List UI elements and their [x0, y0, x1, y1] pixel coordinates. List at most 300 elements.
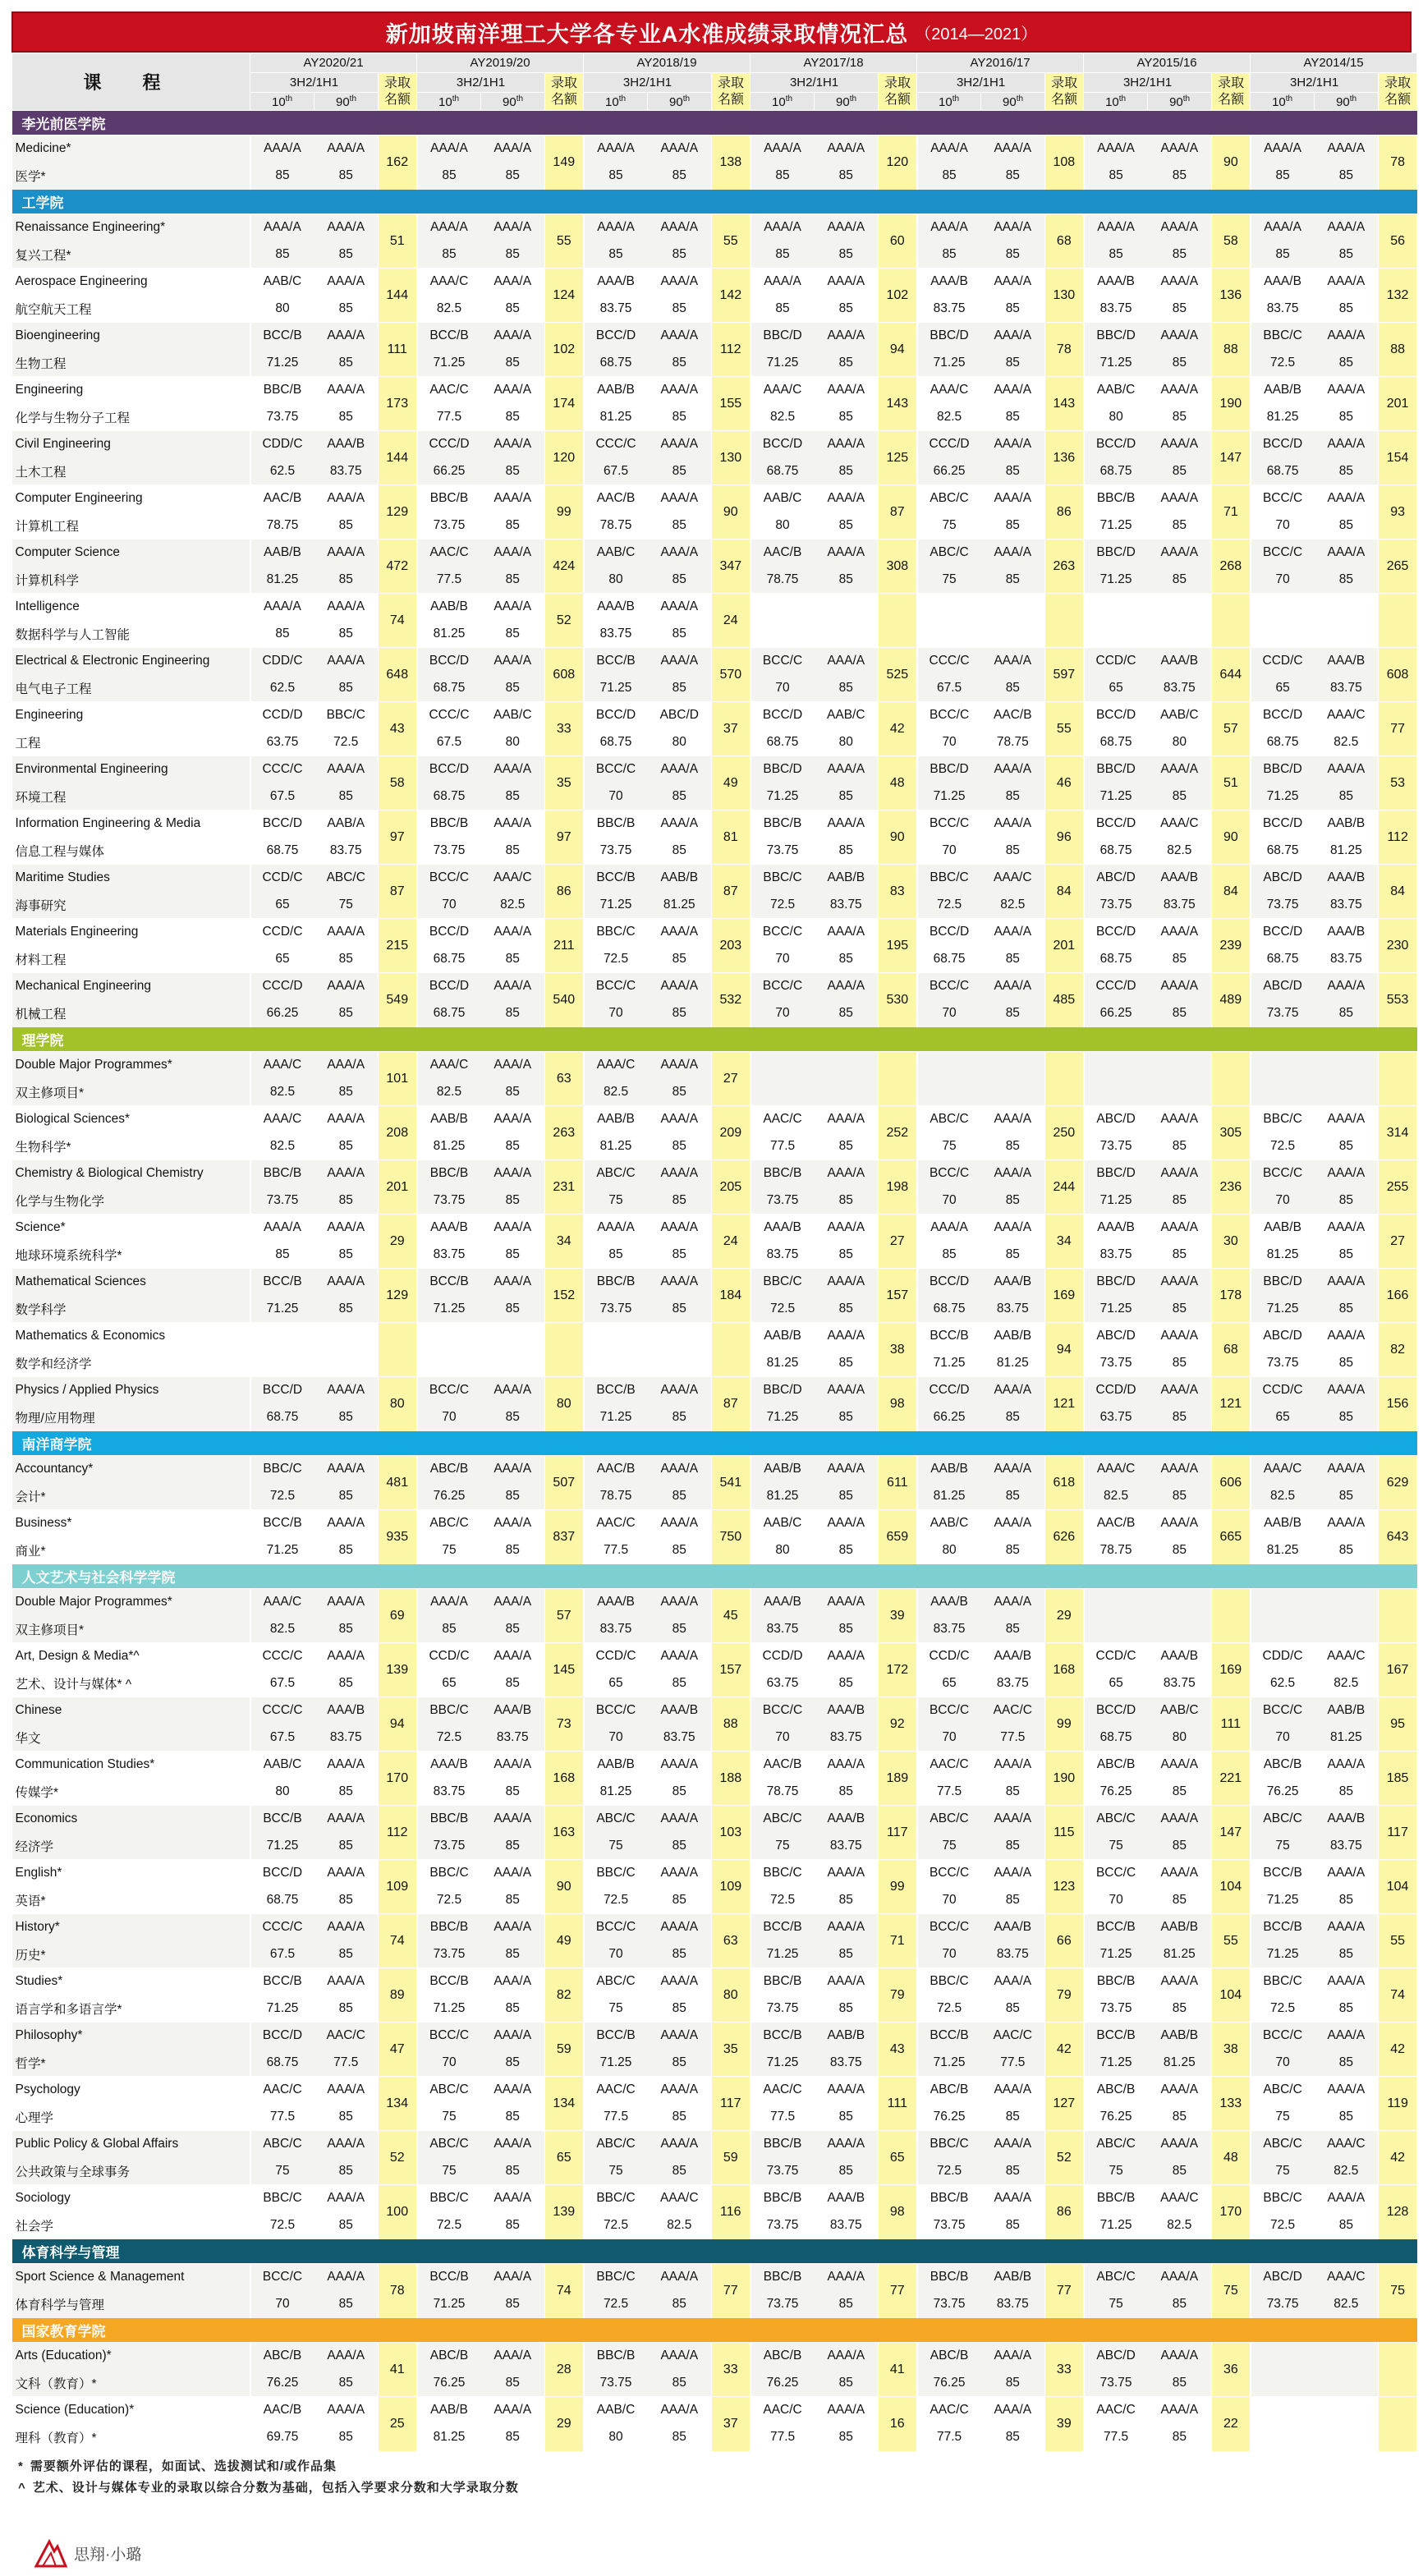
grade-90th: AAC/C — [981, 1697, 1045, 1724]
grade-90th: AAA/A — [648, 1215, 712, 1242]
seats-value: 138 — [712, 135, 751, 190]
grade-10th: AAA/A — [584, 214, 648, 241]
score-10th: 71.25 — [417, 350, 481, 377]
grade-10th: BCC/D — [1251, 702, 1315, 729]
seats-value: 626 — [1045, 1510, 1084, 1564]
score-90th: 85 — [1315, 1537, 1379, 1564]
score-90th — [1315, 1616, 1379, 1643]
score-90th: 85 — [1148, 567, 1212, 594]
score-10th: 83.75 — [1251, 296, 1315, 323]
score-90th: 85 — [481, 404, 545, 431]
grade-90th: AAA/A — [1315, 431, 1379, 458]
score-10th: 71.25 — [584, 1404, 648, 1431]
score-90th: 83.75 — [981, 1670, 1045, 1697]
grade-90th: AAA/A — [648, 1510, 712, 1537]
grade-90th: AAA/A — [1315, 1968, 1379, 1995]
grade-90th: AAA/A — [481, 431, 545, 458]
score-90th: 85 — [648, 2104, 712, 2131]
score-10th: 72.5 — [250, 1483, 314, 1510]
grade-90th: AAA/B — [1148, 1643, 1212, 1670]
seats-value: 99 — [545, 485, 584, 540]
score-10th: 73.75 — [417, 1941, 481, 1968]
seats-value: 63 — [712, 1914, 751, 1968]
score-10th: 70 — [1251, 1187, 1315, 1215]
course-name-cn: 地球环境系统科学* — [12, 1242, 250, 1269]
seats-header: 录取 名额 — [1212, 73, 1251, 111]
grade-10th: AAB/B — [751, 1456, 815, 1483]
grade-90th: AAA/A — [981, 2077, 1045, 2104]
seats-value: 38 — [1212, 2023, 1251, 2077]
grade-90th: AAA/A — [481, 485, 545, 512]
grade-10th: CCD/C — [917, 1643, 981, 1670]
score-10th — [751, 1079, 815, 1106]
score-90th: 85 — [815, 404, 879, 431]
course-name-en: Sociology — [12, 2185, 250, 2212]
seats-value: 66 — [1045, 1914, 1084, 1968]
seats-header: 录取 名额 — [879, 73, 917, 111]
course-name-cn: 双主修项目* — [12, 1616, 250, 1643]
grade-header: 3H2/1H1 — [751, 73, 879, 93]
score-10th: 71.25 — [1084, 1941, 1148, 1968]
score-90th: 85 — [815, 946, 879, 973]
grade-90th: AAA/A — [815, 1215, 879, 1242]
seats-value: 34 — [1045, 1215, 1084, 1269]
grade-90th — [481, 1323, 545, 1350]
seats-value: 99 — [879, 1860, 917, 1914]
grade-90th: AAA/C — [1315, 1643, 1379, 1670]
grade-10th: BBC/C — [250, 1456, 314, 1483]
grade-90th: AAB/B — [815, 2023, 879, 2050]
score-10th: 81.25 — [417, 2424, 481, 2451]
score-10th: 65 — [584, 1670, 648, 1697]
grade-10th: AAB/C — [917, 1510, 981, 1537]
seats-value: 79 — [879, 1968, 917, 2023]
score-90th: 85 — [481, 2212, 545, 2239]
grade-90th: AAA/A — [1148, 2397, 1212, 2424]
grade-90th: AAA/A — [1315, 1269, 1379, 1296]
score-10th: 85 — [250, 1242, 314, 1269]
score-10th: 80 — [751, 512, 815, 540]
seats-value: 87 — [379, 865, 417, 919]
seats-value: 157 — [879, 1269, 917, 1323]
course-name-en: Computer Engineering — [12, 485, 250, 512]
score-10th: 63.75 — [250, 729, 314, 756]
seats-value: 51 — [379, 214, 417, 269]
score-90th: 77.5 — [314, 2050, 379, 2077]
score-90th: 85 — [1315, 404, 1379, 431]
seats-value: 48 — [879, 756, 917, 810]
score-10th: 68.75 — [250, 838, 314, 865]
table-row — [12, 431, 1417, 458]
grade-90th: AAA/A — [981, 2185, 1045, 2212]
grade-90th: AAA/A — [314, 1589, 379, 1616]
course-name-cn: 计算机科学 — [12, 567, 250, 594]
seats-value: 99 — [1045, 1697, 1084, 1752]
grade-10th: BCC/D — [1084, 702, 1148, 729]
score-10th: 68.75 — [1251, 838, 1315, 865]
score-10th: 78.75 — [584, 1483, 648, 1510]
score-90th — [1148, 1079, 1212, 1106]
score-90th — [481, 1350, 545, 1377]
score-10th: 85 — [250, 241, 314, 269]
score-90th: 85 — [648, 241, 712, 269]
grade-10th: BCC/D — [417, 973, 481, 1000]
seats-value: 24 — [712, 1215, 751, 1269]
grade-90th: AAA/B — [1315, 648, 1379, 675]
seats-value: 86 — [545, 865, 584, 919]
grade-10th: CDD/C — [1251, 1643, 1315, 1670]
percentile-header: 10th — [1084, 93, 1148, 111]
seats-value: 75 — [1212, 2264, 1251, 2318]
grade-10th: AAB/B — [417, 594, 481, 621]
table-row — [12, 648, 1417, 675]
grade-90th: AAA/A — [314, 1643, 379, 1670]
grade-90th: AAA/A — [481, 377, 545, 404]
score-10th: 73.75 — [751, 1995, 815, 2023]
table-row — [12, 973, 1417, 1000]
course-name-en: Biological Sciences* — [12, 1106, 250, 1133]
score-90th: 85 — [314, 1670, 379, 1697]
grade-90th: AAA/A — [815, 810, 879, 838]
score-90th: 85 — [481, 512, 545, 540]
score-10th: 85 — [751, 163, 815, 190]
score-10th: 82.5 — [917, 404, 981, 431]
score-90th: 85 — [1315, 2104, 1379, 2131]
score-90th — [1148, 621, 1212, 648]
score-10th: 77.5 — [250, 2104, 314, 2131]
seats-value: 58 — [1212, 214, 1251, 269]
seats-value: 90 — [1212, 135, 1251, 190]
grade-90th: AAA/A — [981, 756, 1045, 783]
score-10th: 71.25 — [1084, 783, 1148, 810]
score-90th: 85 — [481, 946, 545, 973]
table-row — [12, 1510, 1417, 1537]
section-name: 工学院 — [12, 190, 1417, 214]
score-10th: 77.5 — [751, 1133, 815, 1160]
seats-value: 75 — [1379, 2264, 1417, 2318]
score-90th: 83.75 — [314, 1724, 379, 1752]
score-90th: 85 — [981, 296, 1045, 323]
grade-10th: BBC/B — [751, 2185, 815, 2212]
score-10th: 73.75 — [751, 838, 815, 865]
grade-10th: AAC/B — [584, 1456, 648, 1483]
seats-value: 96 — [1045, 810, 1084, 865]
score-10th — [1251, 1079, 1315, 1106]
score-10th — [417, 1350, 481, 1377]
score-10th — [1251, 2424, 1315, 2451]
grade-90th — [1315, 1052, 1379, 1079]
score-90th — [1148, 1616, 1212, 1643]
seats-value: 117 — [712, 2077, 751, 2131]
grade-90th — [815, 1052, 879, 1079]
score-10th: 85 — [584, 241, 648, 269]
score-10th: 68.75 — [1251, 729, 1315, 756]
score-10th: 70 — [917, 1887, 981, 1914]
grade-10th: AAC/C — [917, 2397, 981, 2424]
score-90th: 85 — [648, 1995, 712, 2023]
score-10th: 70 — [917, 729, 981, 756]
seats-value: 170 — [1212, 2185, 1251, 2239]
grade-90th: AAA/A — [481, 1914, 545, 1941]
score-10th: 80 — [250, 1779, 314, 1806]
grade-90th: AAA/A — [481, 1860, 545, 1887]
score-10th: 77.5 — [584, 2104, 648, 2131]
score-10th: 68.75 — [250, 2050, 314, 2077]
grade-90th: AAA/A — [481, 1052, 545, 1079]
score-90th: 85 — [648, 2050, 712, 2077]
course-name-en: Intelligence — [12, 594, 250, 621]
seats-value: 156 — [1379, 1377, 1417, 1431]
score-90th: 85 — [815, 512, 879, 540]
grade-90th: AAA/A — [815, 919, 879, 946]
score-90th: 85 — [815, 838, 879, 865]
grade-10th — [1251, 2343, 1315, 2370]
grade-10th: BBC/D — [1084, 1269, 1148, 1296]
seats-value: 94 — [1045, 1323, 1084, 1377]
grade-90th: AAA/A — [815, 1456, 879, 1483]
score-10th: 73.75 — [1084, 892, 1148, 919]
score-10th: 82.5 — [417, 1079, 481, 1106]
year-header: AY2020/21 — [250, 53, 417, 73]
page — [11, 11, 1412, 2565]
score-90th: 85 — [481, 1483, 545, 1510]
course-name-cn: 材料工程 — [12, 946, 250, 973]
seats-value: 117 — [1379, 1806, 1417, 1860]
score-90th: 85 — [1148, 404, 1212, 431]
score-90th: 85 — [815, 1537, 879, 1564]
seats-value: 27 — [1379, 1215, 1417, 1269]
grade-90th: AAB/B — [648, 865, 712, 892]
score-90th: 85 — [481, 838, 545, 865]
grade-90th: AAB/B — [1315, 810, 1379, 838]
grade-90th: AAA/A — [981, 2131, 1045, 2158]
grade-90th: AAA/A — [1148, 2077, 1212, 2104]
seats-value: 94 — [379, 1697, 417, 1752]
seats-value: 94 — [879, 323, 917, 377]
score-10th: 78.75 — [250, 512, 314, 540]
seats-value: 77 — [1045, 2264, 1084, 2318]
section-header — [12, 1564, 1417, 1589]
grade-90th: AAA/A — [1148, 431, 1212, 458]
seats-value: 263 — [545, 1106, 584, 1160]
grade-10th: CCD/C — [250, 919, 314, 946]
grade-10th: AAB/B — [584, 377, 648, 404]
score-10th: 83.75 — [1084, 1242, 1148, 1269]
score-10th: 81.25 — [917, 1483, 981, 1510]
grade-90th: AAA/A — [648, 1589, 712, 1616]
score-10th: 72.5 — [584, 2291, 648, 2318]
seats-value: 57 — [545, 1589, 584, 1643]
grade-10th: CCD/C — [1251, 648, 1315, 675]
grade-10th: BBC/D — [751, 756, 815, 783]
brand-name: 思翔·小璐 — [74, 2546, 142, 2564]
seats-value: 178 — [1212, 1269, 1251, 1323]
course-name-en: Public Policy & Global Affairs — [12, 2131, 250, 2158]
score-90th: 85 — [481, 1537, 545, 1564]
score-90th: 82.5 — [981, 892, 1045, 919]
score-90th: 85 — [981, 350, 1045, 377]
grade-10th: BBC/B — [417, 1160, 481, 1187]
score-10th: 78.75 — [584, 512, 648, 540]
seats-value: 525 — [879, 648, 917, 702]
course-name-cn: 复兴工程* — [12, 241, 250, 269]
score-10th: 66.25 — [417, 458, 481, 485]
seats-value: 25 — [379, 2397, 417, 2451]
score-10th: 83.75 — [1084, 296, 1148, 323]
score-10th: 75 — [417, 2158, 481, 2185]
grade-90th: AAA/A — [1315, 269, 1379, 296]
grade-90th: AAA/A — [1148, 1323, 1212, 1350]
grade-90th — [1315, 594, 1379, 621]
score-90th: 83.75 — [648, 1724, 712, 1752]
grade-10th: ABC/D — [1251, 865, 1315, 892]
course-name-cn: 生物科学* — [12, 1133, 250, 1160]
grade-10th: BCC/B — [417, 2264, 481, 2291]
seats-value: 78 — [1045, 323, 1084, 377]
section-name: 体育科学与管理 — [12, 2239, 1417, 2264]
course-name-cn: 艺术、设计与媒体* ^ — [12, 1670, 250, 1697]
score-10th: 73.75 — [417, 838, 481, 865]
admission-table — [11, 53, 1417, 2451]
seats-value: 102 — [545, 323, 584, 377]
seats-value — [1379, 1589, 1417, 1643]
score-90th: 85 — [314, 675, 379, 702]
grade-10th: BCC/B — [1251, 1860, 1315, 1887]
score-90th: 83.75 — [981, 2291, 1045, 2318]
seats-value: 80 — [379, 1377, 417, 1431]
grade-90th: AAA/A — [815, 135, 879, 163]
title-text: 新加坡南洋理工大学各专业A水准成绩录取情况汇总 — [385, 21, 909, 47]
grade-90th: AAB/C — [815, 702, 879, 729]
grade-90th: AAA/A — [815, 1752, 879, 1779]
seats-value: 78 — [1379, 135, 1417, 190]
grade-10th: BCC/D — [917, 1269, 981, 1296]
grade-90th: AAA/A — [648, 1752, 712, 1779]
score-10th: 71.25 — [1084, 1296, 1148, 1323]
grade-10th: AAC/B — [584, 485, 648, 512]
seats-value: 58 — [379, 756, 417, 810]
score-90th: 85 — [1315, 241, 1379, 269]
score-10th: 83.75 — [917, 296, 981, 323]
seats-value: 55 — [1045, 702, 1084, 756]
score-10th: 75 — [584, 2158, 648, 2185]
score-10th — [1251, 2370, 1315, 2397]
seats-value: 16 — [879, 2397, 917, 2451]
percentile-header: 10th — [584, 93, 648, 111]
course-name-en: Art, Design & Media*^ — [12, 1643, 250, 1670]
score-90th: 85 — [1315, 1404, 1379, 1431]
seats-value: 147 — [1212, 1806, 1251, 1860]
seats-value: 78 — [379, 2264, 417, 2318]
score-10th: 72.5 — [917, 892, 981, 919]
score-90th: 85 — [981, 163, 1045, 190]
seats-value: 74 — [545, 2264, 584, 2318]
grade-10th: AAA/A — [1251, 214, 1315, 241]
grade-10th: BBC/B — [751, 2264, 815, 2291]
seats-value: 88 — [1379, 323, 1417, 377]
section-name: 李光前医学院 — [12, 111, 1417, 135]
grade-90th: AAA/B — [981, 1914, 1045, 1941]
score-90th: 85 — [1148, 350, 1212, 377]
score-90th: 85 — [1315, 1941, 1379, 1968]
course-name-cn: 传媒学* — [12, 1779, 250, 1806]
score-90th: 85 — [981, 1995, 1045, 2023]
score-10th: 76.25 — [1251, 1779, 1315, 1806]
table-row — [12, 2264, 1417, 2291]
seats-value — [1045, 1052, 1084, 1106]
score-90th: 85 — [481, 1404, 545, 1431]
grade-10th: BCC/C — [917, 973, 981, 1000]
grade-90th: AAA/A — [481, 1106, 545, 1133]
grade-10th: CCC/C — [250, 1643, 314, 1670]
table-row — [12, 1052, 1417, 1079]
score-90th: 82.5 — [648, 2212, 712, 2239]
score-90th: 85 — [1148, 296, 1212, 323]
grade-10th: AAB/B — [1251, 377, 1315, 404]
seats-value: 116 — [712, 2185, 751, 2239]
grade-90th: AAA/A — [981, 1806, 1045, 1833]
grade-10th: BCC/B — [1084, 2023, 1148, 2050]
grade-10th: BBC/C — [250, 2185, 314, 2212]
score-10th: 70 — [1084, 1887, 1148, 1914]
grade-90th: AAA/A — [481, 323, 545, 350]
grade-90th: AAA/A — [314, 1968, 379, 1995]
score-90th: 85 — [981, 2212, 1045, 2239]
seats-value: 80 — [712, 1968, 751, 2023]
percentile-header: 90th — [481, 93, 545, 111]
grade-90th: AAA/A — [481, 2264, 545, 2291]
grade-10th: AAB/C — [250, 1752, 314, 1779]
score-90th: 85 — [815, 458, 879, 485]
seats-value: 244 — [1045, 1160, 1084, 1215]
table-row — [12, 1914, 1417, 1941]
score-90th: 85 — [314, 946, 379, 973]
grade-10th: BBC/B — [417, 1914, 481, 1941]
grade-10th: BCC/C — [1251, 540, 1315, 567]
course-name-en: English* — [12, 1860, 250, 1887]
grade-90th — [1148, 1052, 1212, 1079]
seats-value: 111 — [1212, 1697, 1251, 1752]
table-row — [12, 214, 1417, 241]
grade-10th: CCC/C — [584, 431, 648, 458]
score-10th: 82.5 — [1251, 1483, 1315, 1510]
grade-90th: AAA/B — [815, 1697, 879, 1724]
score-10th: 72.5 — [417, 2212, 481, 2239]
course-name-cn: 信息工程与媒体 — [12, 838, 250, 865]
grade-90th: AAA/B — [314, 1697, 379, 1724]
seats-value: 236 — [1212, 1160, 1251, 1215]
grade-90th: AAA/C — [1315, 2264, 1379, 2291]
grade-10th: ABC/C — [417, 1510, 481, 1537]
score-90th: 85 — [314, 1404, 379, 1431]
score-10th: 80 — [751, 1537, 815, 1564]
score-90th: 85 — [1148, 1995, 1212, 2023]
score-90th: 85 — [314, 1537, 379, 1564]
score-10th: 66.25 — [250, 1000, 314, 1027]
grade-90th — [815, 594, 879, 621]
seats-value: 211 — [545, 919, 584, 973]
score-90th: 85 — [648, 1483, 712, 1510]
seats-value: 162 — [379, 135, 417, 190]
grade-90th — [1148, 1589, 1212, 1616]
seats-value: 77 — [712, 2264, 751, 2318]
grade-10th: AAA/B — [417, 1215, 481, 1242]
course-name-cn: 环境工程 — [12, 783, 250, 810]
grade-90th: AAA/A — [314, 2343, 379, 2370]
grade-10th: ABC/D — [1084, 2343, 1148, 2370]
seats-value: 68 — [1045, 214, 1084, 269]
score-10th — [250, 1350, 314, 1377]
